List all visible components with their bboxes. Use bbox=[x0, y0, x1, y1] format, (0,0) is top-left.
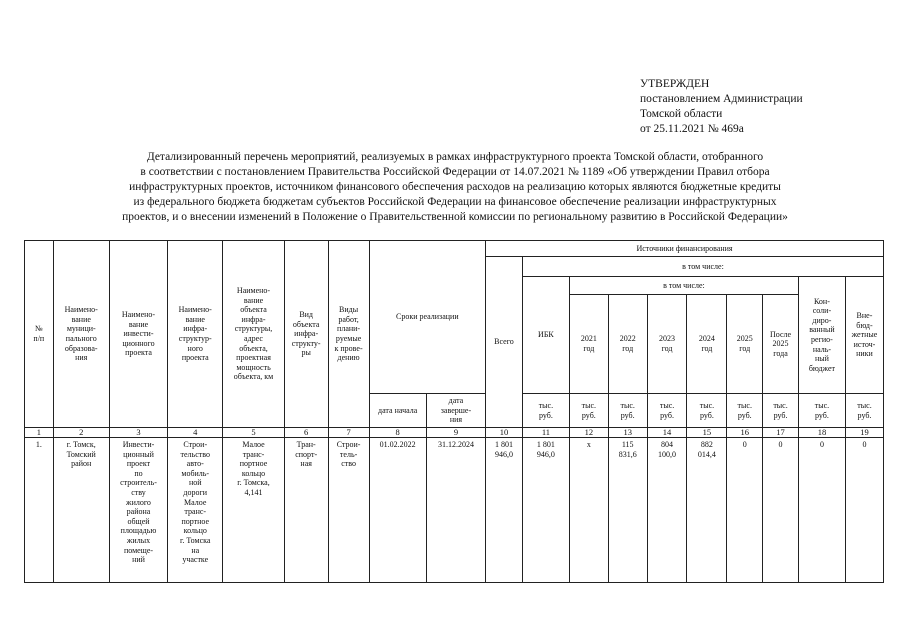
column-number: 18 bbox=[798, 428, 845, 438]
cell-2024 bbox=[687, 438, 727, 583]
cell-work-types bbox=[328, 438, 369, 583]
column-number: 12 bbox=[569, 428, 608, 438]
text-line: структуры, bbox=[234, 324, 273, 334]
text-line: постановлением Администрации bbox=[640, 93, 803, 105]
text-line: тыс. bbox=[737, 400, 752, 410]
text-line: год bbox=[739, 344, 751, 353]
approval-stamp bbox=[640, 77, 803, 137]
text-line: Наимено- bbox=[121, 310, 156, 320]
text-line: инфра- bbox=[183, 324, 208, 334]
text-line: Строи- bbox=[336, 440, 361, 449]
text-line: руб. bbox=[737, 410, 752, 420]
text-line: объекта bbox=[240, 305, 267, 315]
text-line: год bbox=[583, 344, 595, 353]
header-including-years: в том числе: bbox=[569, 277, 798, 295]
text-line: помеще- bbox=[123, 545, 154, 555]
text-line: ционного bbox=[122, 338, 155, 348]
text-line: на bbox=[191, 545, 200, 555]
text-line: диро- bbox=[812, 315, 832, 325]
text-line: вание bbox=[185, 314, 205, 324]
text-line: жилых bbox=[126, 535, 151, 545]
text-line: соли- bbox=[812, 306, 832, 316]
column-number: 5 bbox=[223, 428, 284, 438]
text-line: образова- bbox=[64, 343, 98, 353]
document-title bbox=[40, 150, 870, 225]
header-consolidated-budget bbox=[798, 277, 845, 394]
text-line: 831,6 bbox=[618, 449, 637, 459]
unit-label bbox=[522, 394, 569, 428]
text-line: портное bbox=[239, 459, 268, 469]
header-object-type bbox=[284, 241, 328, 428]
text-line: спорт- bbox=[295, 449, 318, 459]
text-line: строитель- bbox=[120, 478, 157, 488]
text-line: портное bbox=[181, 516, 210, 526]
text-line: тыс. bbox=[857, 400, 872, 410]
text-line: мобиль- bbox=[181, 468, 210, 478]
text-line: Тран- bbox=[296, 440, 316, 449]
text-line: ний bbox=[132, 555, 145, 565]
text-line: ния bbox=[75, 353, 88, 363]
column-number: 1 bbox=[25, 428, 54, 438]
text-line: район bbox=[71, 459, 92, 469]
cell-end-date bbox=[426, 438, 485, 583]
text-line: Малое bbox=[184, 497, 207, 507]
text-line: год bbox=[701, 344, 713, 353]
text-line: жетные bbox=[851, 330, 878, 340]
text-line: кольцо bbox=[241, 468, 266, 478]
column-number: 14 bbox=[647, 428, 687, 438]
text-line: участке bbox=[182, 555, 209, 565]
text-line: После bbox=[769, 329, 792, 339]
text-line: транс- bbox=[184, 507, 207, 517]
text-line: из федерального бюджета бюджетам субъектов Российской Федерации на финансовое обеспечение реализации инфраструктурных bbox=[133, 196, 777, 208]
text-line: руб. bbox=[857, 410, 872, 420]
text-line: руб. bbox=[620, 410, 635, 420]
text-line: руемые bbox=[335, 334, 362, 343]
text-line: 882 bbox=[700, 440, 713, 449]
text-line: Виды bbox=[339, 305, 359, 315]
text-line: 946,0 bbox=[494, 449, 513, 459]
unit-label bbox=[647, 394, 687, 428]
cell-2022 bbox=[608, 438, 647, 583]
header-end-date bbox=[426, 394, 485, 428]
text-line: тыс. bbox=[620, 400, 635, 410]
text-line: жилого bbox=[126, 497, 151, 507]
column-number: 16 bbox=[727, 428, 763, 438]
unit-label bbox=[763, 394, 799, 428]
text-line: Вид bbox=[299, 310, 313, 320]
text-line: транс- bbox=[242, 449, 265, 459]
text-line: 014,4 bbox=[697, 449, 716, 459]
header-ibk: ИБК bbox=[522, 277, 569, 394]
column-number: 10 bbox=[486, 428, 523, 438]
column-number: 19 bbox=[845, 428, 883, 438]
text-line: Вне- bbox=[856, 311, 873, 321]
text-line: года bbox=[773, 348, 788, 358]
text-line: руб. bbox=[660, 410, 674, 420]
text-line: ный bbox=[814, 354, 829, 364]
text-line: Малое bbox=[242, 440, 265, 449]
cell-start-date bbox=[369, 438, 426, 583]
text-line: год bbox=[622, 344, 634, 353]
text-line: по bbox=[134, 468, 143, 478]
text-line: структу- bbox=[291, 338, 321, 348]
cell-consolidated-budget bbox=[798, 438, 845, 583]
cell-2025 bbox=[727, 438, 763, 583]
text-line: 0 bbox=[778, 440, 783, 449]
header-extrabudget bbox=[845, 277, 883, 394]
column-number: 15 bbox=[687, 428, 727, 438]
text-line: пального bbox=[65, 334, 97, 343]
header-year-2023 bbox=[647, 295, 687, 394]
text-line: объекта, bbox=[239, 343, 268, 353]
cell-object-type bbox=[284, 438, 328, 583]
column-number: 9 bbox=[426, 428, 485, 438]
text-line: 1 801 bbox=[536, 440, 555, 449]
text-line: г. Томска bbox=[180, 535, 211, 545]
text-line: УТВЕРЖДЕН bbox=[640, 78, 710, 90]
text-line: руб. bbox=[581, 410, 596, 420]
unit-label bbox=[569, 394, 608, 428]
text-line: 2023 bbox=[659, 334, 676, 344]
cell-extrabudget bbox=[845, 438, 883, 583]
header-infra-project bbox=[168, 241, 223, 428]
text-line: проекта bbox=[125, 348, 152, 358]
header-timeline: Сроки реализации bbox=[369, 241, 486, 394]
text-line: Наимено- bbox=[236, 286, 271, 296]
cell-2023 bbox=[647, 438, 687, 583]
column-number: 6 bbox=[284, 428, 328, 438]
unit-label bbox=[687, 394, 727, 428]
text-line: вание bbox=[128, 319, 149, 329]
text-line: тыс. bbox=[773, 400, 788, 410]
cell-infra-project bbox=[168, 438, 223, 583]
table-row bbox=[25, 438, 884, 583]
text-line: г. Томск, bbox=[66, 440, 96, 449]
column-number: 3 bbox=[109, 428, 167, 438]
text-line: ры bbox=[301, 348, 311, 358]
text-line: вание bbox=[243, 295, 264, 305]
text-line: 2022 bbox=[619, 334, 636, 344]
text-line: 0 bbox=[819, 440, 824, 449]
text-line: общей bbox=[127, 516, 150, 526]
header-invest-project bbox=[109, 241, 167, 428]
text-line: 115 bbox=[621, 440, 634, 449]
header-year-2025 bbox=[727, 295, 763, 394]
unit-label bbox=[845, 394, 883, 428]
text-line: источ- bbox=[853, 339, 876, 349]
text-line: руб. bbox=[699, 410, 714, 420]
text-line: проекта bbox=[181, 353, 209, 363]
cell-municipality bbox=[53, 438, 109, 583]
text-line: 2025 bbox=[772, 339, 789, 349]
cell-ibk bbox=[522, 438, 569, 583]
text-line: проектов, и о внесении изменений в Положение о Правительственной комиссии по региональному развитию в Российской Федерации» bbox=[122, 211, 788, 223]
column-number: 17 bbox=[763, 428, 799, 438]
text-line: 0 bbox=[742, 440, 747, 449]
text-line: 1. bbox=[35, 440, 42, 449]
text-line: регио- bbox=[811, 335, 833, 344]
text-line: Кон- bbox=[813, 296, 830, 306]
text-line: Наимено- bbox=[64, 305, 98, 315]
text-line: Томский bbox=[66, 449, 96, 459]
cell-after-2025 bbox=[763, 438, 799, 583]
cell-infra-object bbox=[223, 438, 284, 583]
cell-num bbox=[25, 438, 54, 583]
text-line: 2025 bbox=[736, 334, 753, 344]
text-line: Инвести- bbox=[122, 440, 155, 449]
text-line: тель- bbox=[339, 449, 358, 459]
header-work-types bbox=[328, 241, 369, 428]
text-line: мощность bbox=[236, 362, 271, 372]
text-line: Детализированный перечень мероприятий, реализуемых в рамках инфраструктурного проекта Томской области, отобранного bbox=[146, 151, 764, 163]
activities-table bbox=[24, 240, 884, 583]
column-number: 11 bbox=[522, 428, 569, 438]
column-numbers-row bbox=[25, 428, 884, 438]
text-line: инвести- bbox=[123, 329, 154, 339]
header-start-date: дата начала bbox=[369, 394, 426, 428]
header-year-2022 bbox=[608, 295, 647, 394]
text-line: тыс. bbox=[814, 400, 830, 410]
text-line: 2021 bbox=[580, 334, 597, 344]
text-line: проект bbox=[126, 459, 151, 469]
text-line: ния bbox=[449, 415, 463, 425]
text-line: кольцо bbox=[183, 526, 207, 536]
header-including: в том числе: bbox=[522, 257, 883, 277]
text-line: 31.12.2024 bbox=[437, 440, 474, 449]
column-number: 2 bbox=[53, 428, 109, 438]
text-line: муници- bbox=[66, 324, 96, 334]
text-line: объекта bbox=[292, 319, 320, 329]
text-line: ная bbox=[300, 459, 312, 469]
text-line: руб. bbox=[773, 410, 788, 420]
text-line: тыс. bbox=[659, 400, 675, 410]
text-line: ванный bbox=[809, 325, 835, 335]
header-year-2021 bbox=[569, 295, 608, 394]
header-municipality bbox=[53, 241, 109, 428]
text-line: дению bbox=[337, 353, 360, 363]
text-line: авто- bbox=[186, 459, 204, 469]
text-line: дата bbox=[448, 396, 464, 406]
header-funding-sources: Источники финансирования bbox=[486, 241, 884, 257]
text-line: 01.02.2022 bbox=[379, 440, 416, 449]
text-line: заверше- bbox=[440, 405, 472, 415]
text-line: ционный bbox=[123, 449, 154, 459]
text-line: Строи- bbox=[183, 440, 208, 449]
text-line: № bbox=[34, 324, 43, 334]
text-line: бюд- bbox=[856, 320, 873, 330]
text-line: объекта, км bbox=[233, 372, 274, 382]
text-line: площадью bbox=[120, 526, 157, 536]
text-line: к прове- bbox=[334, 343, 363, 353]
text-line: г. Томска, bbox=[237, 478, 270, 488]
text-line: 804 bbox=[661, 440, 674, 449]
text-line: от 25.11.2021 № 469а bbox=[640, 123, 744, 135]
text-line: ники bbox=[856, 349, 873, 359]
cell-total bbox=[486, 438, 523, 583]
header-year-2024 bbox=[687, 295, 727, 394]
text-line: структур- bbox=[178, 334, 212, 343]
text-line: 100,0 bbox=[658, 449, 677, 459]
text-line: ной bbox=[188, 478, 202, 488]
text-line: руб. bbox=[538, 410, 553, 420]
text-line: инфра- bbox=[294, 329, 319, 339]
text-line: х bbox=[586, 440, 591, 449]
text-line: тыс. bbox=[538, 400, 554, 410]
cell-invest-project bbox=[109, 438, 167, 583]
header-infra-object bbox=[223, 241, 284, 428]
column-number: 8 bbox=[369, 428, 426, 438]
text-line: Томской области bbox=[640, 108, 723, 120]
text-line: ного bbox=[187, 343, 203, 353]
column-number: 7 bbox=[328, 428, 369, 438]
text-line: тельство bbox=[180, 449, 210, 459]
text-line: 4,141 bbox=[244, 487, 263, 497]
text-line: Наимено- bbox=[178, 305, 212, 315]
text-line: адрес bbox=[244, 334, 263, 343]
text-line: в соответствии с постановлением Правительства Российской Федерации от 14.07.2021 № 1189 «Об утверждении Правил отбора bbox=[140, 166, 770, 178]
text-line: тыс. bbox=[581, 400, 597, 410]
text-line: плани- bbox=[337, 324, 361, 334]
unit-label bbox=[727, 394, 763, 428]
text-line: руб. bbox=[815, 410, 829, 420]
text-line: п/п bbox=[33, 334, 45, 343]
text-line: бюджет bbox=[808, 363, 836, 373]
column-number: 13 bbox=[608, 428, 647, 438]
unit-label bbox=[608, 394, 647, 428]
text-line: 0 bbox=[862, 440, 867, 449]
text-line: района bbox=[126, 507, 151, 517]
header-num bbox=[25, 241, 54, 428]
text-line: наль- bbox=[812, 344, 832, 354]
text-line: год bbox=[661, 344, 673, 353]
header-total: Всего bbox=[486, 257, 523, 428]
text-line: вание bbox=[71, 314, 91, 324]
unit-label bbox=[798, 394, 845, 428]
text-line: ству bbox=[131, 487, 146, 497]
text-line: тыс. bbox=[699, 400, 715, 410]
text-line: ство bbox=[341, 459, 356, 469]
text-line: инфраструктурных проектов, источником финансового обеспечения расходов на реализацию которых являются бюджетные кредиты bbox=[129, 181, 781, 193]
text-line: 946,0 bbox=[536, 449, 555, 459]
text-line: 2024 bbox=[698, 334, 715, 344]
text-line: дороги bbox=[183, 487, 208, 497]
text-line: 1 801 bbox=[494, 440, 513, 449]
cell-2021 bbox=[569, 438, 608, 583]
text-line: проектная bbox=[236, 353, 271, 363]
text-line: работ, bbox=[338, 314, 359, 324]
header-after-2025 bbox=[763, 295, 799, 394]
text-line: инфра- bbox=[241, 314, 266, 324]
column-number: 4 bbox=[168, 428, 223, 438]
